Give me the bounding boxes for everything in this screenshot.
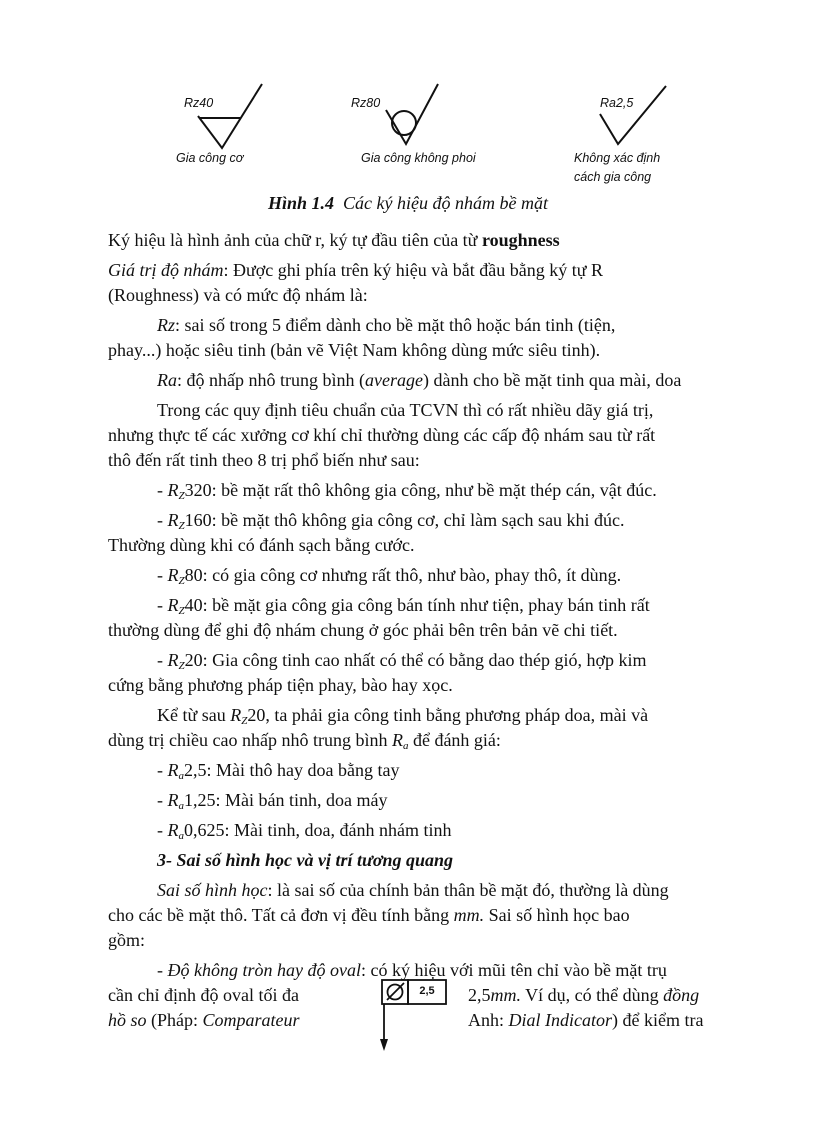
roughness-symbol-machined xyxy=(198,84,262,148)
text-line: Ra: độ nhấp nhô trung bình (average) dành cho bề mặt tinh qua mài, doa xyxy=(157,370,682,390)
figure-title: Các ký hiệu độ nhám bề mặt xyxy=(343,193,548,213)
text-line: nhưng thực tế các xưởng cơ khí chỉ thường dùng các cấp độ nhám sau từ rất xyxy=(108,425,656,445)
figure-caption xyxy=(0,193,816,214)
symbol-label-rz80: Rz80 xyxy=(351,96,381,110)
symbol-label-rz40: Rz40 xyxy=(184,96,214,110)
text-line: phay...) hoặc siêu tinh (bản vẽ Việt Nam không dùng mức siêu tinh). xyxy=(108,340,601,360)
list-item: - $R_Z40$: bề mặt gia công gia công bán tính như tiện, phay bán tinh rất xyxy=(157,595,650,617)
tolerance-value: 2,5 xyxy=(419,985,435,997)
list-item: - $R_a2,5$: Mài thô hay doa bằng tay xyxy=(157,760,400,782)
text-line: gồm: xyxy=(108,930,146,950)
text-line: 2,5mm. Ví dụ, có thể dùng đồng xyxy=(468,985,700,1005)
list-item: - $R_Z320$: bề mặt rất thô không gia công, như bề mặt thép cán, vật đúc. xyxy=(157,480,657,502)
text-line: cho các bề mặt thô. Tất cả đơn vị đều tính bằng mm. Sai số hình học bao xyxy=(108,905,630,925)
symbol-caption-no-chip: Gia công không phoi xyxy=(361,151,476,165)
text-line: dùng trị chiều cao nhấp nhô trung bình $R_a$ để đánh giá: xyxy=(108,730,501,752)
text-line: Ký hiệu là hình ảnh của chữ r, ký tự đầu tiên của từ roughness xyxy=(108,230,560,250)
text-line: Rz: sai số trong 5 điểm dành cho bề mặt thô hoặc bán tinh (tiện, xyxy=(157,315,616,335)
list-item: - $R_Z80$: có gia công cơ nhưng rất thô, như bào, phay thô, ít dùng. xyxy=(157,565,622,587)
roughness-symbol-no-chip xyxy=(386,84,438,144)
arrow-down-icon xyxy=(380,1039,388,1051)
text-line: (Roughness) và có mức độ nhám là: xyxy=(108,285,368,305)
list-item: - $R_a1,25$: Mài bán tinh, doa máy xyxy=(157,790,388,812)
text-line: cứng bằng phương pháp tiện phay, bào hay xọc. xyxy=(108,675,453,695)
figure-number: Hình 1.4 xyxy=(268,193,335,213)
text-line: Sai số hình học: là sai số của chính bản thân bề mặt đó, thường là dùng xyxy=(157,880,669,900)
symbol-label-ra25: Ra2,5 xyxy=(600,96,634,110)
symbol-caption-machined: Gia công cơ xyxy=(176,151,244,165)
text-line: hồ so (Pháp: Comparateur xyxy=(108,1010,300,1030)
list-item: - $R_Z160$: bề mặt thô không gia công cơ, chỉ làm sạch sau khi đúc. xyxy=(157,510,625,532)
symbol-caption-undefined-1: Không xác định xyxy=(574,151,661,165)
text-line: Giá trị độ nhám: Được ghi phía trên ký hiệu và bắt đầu bằng ký tự R xyxy=(108,260,603,280)
text-line: - Độ không tròn hay độ oval: có ký hiệu với mũi tên chỉ vào bề mặt trụ xyxy=(157,960,667,980)
list-item: - $R_a0,625$: Mài tinh, doa, đánh nhám tinh xyxy=(157,820,452,842)
roughness-symbols-svg xyxy=(0,0,816,200)
symbol-caption-undefined-2: cách gia công xyxy=(574,170,652,184)
section-heading: 3- Sai số hình học và vị trí tương quang xyxy=(157,850,454,870)
text-line: Kể từ sau $R_Z20$, ta phải gia công tinh bằng phương pháp doa, mài và xyxy=(157,705,649,727)
text-line: cần chỉ định độ oval tối đa xyxy=(108,985,299,1005)
text-line: Thường dùng khi có đánh sạch bằng cước. xyxy=(108,535,415,555)
text-line: thường dùng để ghi độ nhám chung ở góc phải bên trên bản vẽ chi tiết. xyxy=(108,620,618,640)
text-line: Anh: Dial Indicator) để kiểm tra xyxy=(468,1010,704,1030)
list-item: - $R_Z20$: Gia công tinh cao nhất có thể có bằng dao thép gió, hợp kim xyxy=(157,650,647,672)
text-line: thô đến rất tinh theo 8 trị phổ biến như sau: xyxy=(108,450,420,470)
roughness-symbol-undefined xyxy=(600,86,666,144)
text-line: Trong các quy định tiêu chuẩn của TCVN thì có rất nhiều dãy giá trị, xyxy=(157,400,654,420)
